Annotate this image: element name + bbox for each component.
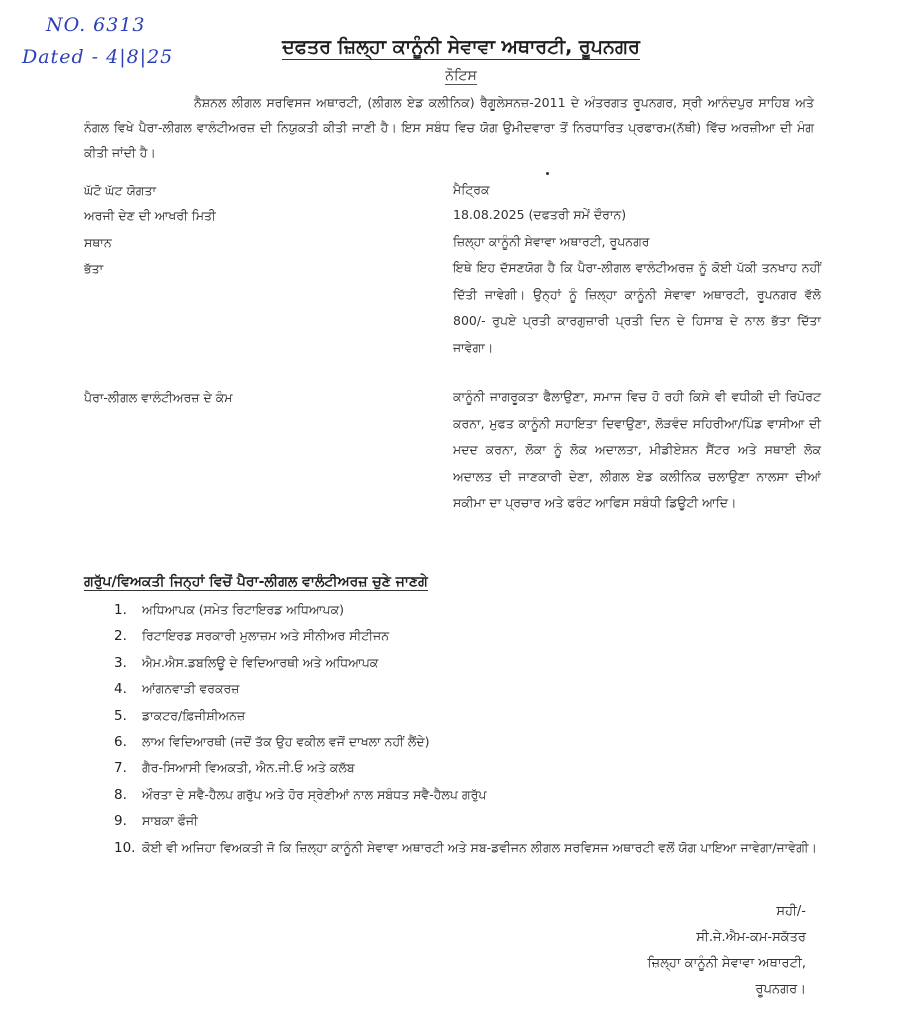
groups-list	[114, 597, 834, 861]
field-label-duties: ਪੈਰਾ-ਲੀਗਲ ਵਾਲੰਟੀਅਰਜ਼ ਦੇ ਕੰਮ	[84, 390, 233, 405]
list-item: 1. ਅਧਿਆਪਕ (ਸਮੇਤ ਰਿਟਾਇਰਡ ਅਧਿਆਪਕ)	[114, 602, 344, 618]
field-value-last-date: 18.08.2025 (ਦਫਤਰੀ ਸਮੇਂ ਦੌਰਾਨ)	[453, 207, 627, 222]
field-label-place: ਸਥਾਨ	[84, 235, 112, 250]
field-label-last-date: ਅਰਜੀ ਦੇਣ ਦੀ ਆਖਰੀ ਮਿਤੀ	[84, 208, 216, 223]
field-label-qualification: ਘੱਟੋ ਘੱਟ ਯੋਗਤਾ	[84, 183, 157, 198]
field-value-place: ਜ਼ਿਲ੍ਹਾ ਕਾਨੂੰਨੀ ਸੇਵਾਵਾ ਅਥਾਰਟੀ, ਰੂਪਨਗਰ	[453, 234, 650, 249]
handwritten-date: Dated - 4|8|25	[22, 46, 174, 68]
list-item: 3. ਐਮ.ਐਸ.ਡਬਲਿਊ ਦੇ ਵਿਦਿਆਰਥੀ ਅਤੇ ਅਧਿਆਪਕ	[114, 654, 379, 671]
signature-office: ਜ਼ਿਲ੍ਹਾ ਕਾਨੂੰਨੀ ਸੇਵਾਵਾ ਅਥਾਰਟੀ,	[647, 956, 806, 971]
list-item: 8. ਔਰਤਾ ਦੇ ਸਵੈ-ਹੈਲਪ ਗਰੁੱਪ ਅਤੇ ਹੋਰ ਸ੍ਰੇਣੀਆਂ ਨਾਲ ਸਬੰਧਤ ਸਵੈ-ਹੈਲਪ ਗਰੁੱਪ	[114, 786, 487, 803]
office-title: ਦਫਤਰ ਜ਼ਿਲ੍ਹਾ ਕਾਨੂੰਨੀ ਸੇਵਾਵਾ ਅਥਾਰਟੀ, ਰੂਪਨਗਰ	[282, 36, 640, 58]
handwritten-number: NO. 6313	[46, 14, 146, 36]
list-item: 7. ਗੈਰ-ਸਿਆਸੀ ਵਿਅਕਤੀ, ਐਨ.ਜੀ.ਓ ਅਤੇ ਕਲੱਬ	[114, 760, 355, 777]
list-item: 4. ਆਂਗਨਵਾੜੀ ਵਰਕਰਜ਼	[114, 681, 240, 698]
groups-heading: ਗਰੁੱਪ/ਵਿਅਕਤੀ ਜਿਨ੍ਹਾਂ ਵਿਚੋਂ ਪੈਰਾ-ਲੀਗਲ ਵਾਲੰਟੀਅਰਜ਼ ਚੁਣੇ ਜਾਣਗੇ	[84, 574, 428, 590]
signature-place: ਰੂਪਨਗਰ।	[755, 982, 806, 997]
ink-dot	[546, 172, 549, 175]
field-value-qualification: ਮੈਟ੍ਰਿਕ	[453, 182, 490, 197]
list-item: 10. ਕੋਈ ਵੀ ਅਜਿਹਾ ਵਿਅਕਤੀ ਜੋ ਕਿ ਜ਼ਿਲ੍ਹਾ ਕਾਨੂੰਨੀ ਸੇਵਾਵਾ ਅਥਾਰਟੀ ਅਤੇ ਸਬ-ਡਵੀਜਨ ਲੀਗਲ ਸਰਵਿਸਜ ਅਥਾਰਟੀ ਵਲੋਂ ਯੋਗ ਪਾਇਆ ਜਾਵੇਗਾ/ਜਾਵੇਗੀ।	[114, 839, 817, 856]
list-item: 5. ਡਾਕਟਰ/ਫ਼ਿਜੀਸ਼ੀਅਨਜ਼	[114, 707, 246, 724]
field-value-duties: ਕਾਨੂੰਨੀ ਜਾਗਰੂਕਤਾ ਫੈਲਾਉਣਾ, ਸਮਾਜ ਵਿਚ ਹੋ ਰਹੀ ਕਿਸੇ ਵੀ ਵਧੀਕੀ ਦੀ ਰਿਪੋਰਟ ਕਰਨਾ, ਮੁਫਤ ਕਾਨੂੰਨੀ ਸਹਾਇਤਾ ਦਿਵਾਉਣਾ, ਲੋੜਵੰਦ ਸਹਿਰੀਆ/ਪਿੰਡ ਵਾਸੀਆ ਦੀ ਮਦਦ ਕਰਨਾ, ਲੋਕਾ ਨੂੰ ਲੋਕ ਅਦਾਲਤਾ, ਮੀਡੀਏਸ਼ਨ ਸੈਂਟਰ ਅਤੇ ਸਥਾਈ ਲੋਕ ਅਦਾਲਤ ਦੀ ਜਾਣਕਾਰੀ ਦੇਣਾ, ਲੀਗਲ ਏਡ ਕਲੀਨਿਕ ਚਲਾਉਣਾ ਨਾਲਸਾ ਦੀਆਂ ਸਕੀਮਾ ਦਾ ਪ੍ਰਚਾਰ ਅਤੇ ਫਰੰਟ ਆਫਿਸ ਸਬੰਧੀ ਡਿਊਟੀ ਆਦਿ।	[453, 389, 821, 510]
field-label-allowance: ਭੱਤਾ	[84, 261, 104, 276]
list-item: 6. ਲਾਅ ਵਿਦਿਆਰਥੀ (ਜਦੋਂ ਤੱਕ ਉਹ ਵਕੀਲ ਵਜੋਂ ਦਾਖਲਾ ਨਹੀਂ ਲੈਂਦੇ)	[114, 733, 430, 750]
intro-paragraph: ਨੈਸ਼ਨਲ ਲੀਗਲ ਸਰਵਿਸਜ ਅਥਾਰਟੀ, (ਲੀਗਲ ਏਡ ਕਲੀਨਿਕ) ਰੈਗੂਲੇਸਨਜ਼-2011 ਦੇ ਅੰਤਰਗਤ ਰੂਪਨਗਰ, ਸ੍ਰੀ ਆਨੰਦਪੁਰ ਸਾਹਿਬ ਅਤੇ ਨੰਗਲ ਵਿਖੇ ਪੈਰਾ-ਲੀਗਲ ਵਾਲੰਟੀਅਰਜ਼ ਦੀ ਨਿਯੁਕਤੀ ਕੀਤੀ ਜਾਣੀ ਹੈ। ਇਸ ਸਬੰਧ ਵਿਚ ਯੋਗ ਉਮੀਦਵਾਰਾ ਤੋਂ ਨਿਰਧਾਰਿਤ ਪ੍ਰਫਾਰਮ(ਨੱਥੀ) ਵਿੱਚ ਅਰਜ਼ੀਆ ਦੀ ਮੰਗ ਕੀਤੀ ਜਾਂਦੀ ਹੈ।	[84, 95, 814, 160]
list-item: 2. ਰਿਟਾਇਰਡ ਸਰਕਾਰੀ ਮੁਲਾਜ਼ਮ ਅਤੇ ਸੀਨੀਅਰ ਸੀਟੀਜਨ	[114, 628, 390, 645]
list-item: 9. ਸਾਬਕਾ ਫੌਜੀ	[114, 813, 198, 830]
signature-sd: ਸਹੀ/-	[776, 904, 806, 919]
notice-heading: ਨੋਟਿਸ	[445, 68, 477, 84]
signature-designation: ਸੀ.ਜੇ.ਐਮ-ਕਮ-ਸਕੱਤਰ	[696, 930, 806, 945]
field-value-allowance: ਇਥੇ ਇਹ ਦੱਸਣਯੋਗ ਹੈ ਕਿ ਪੈਰਾ-ਲੀਗਲ ਵਾਲੰਟੀਅਰਜ਼ ਨੂੰ ਕੋਈ ਪੱਕੀ ਤਨਖਾਹ ਨਹੀਂ ਦਿੱਤੀ ਜਾਵੇਗੀ। ਉਨ੍ਹਾਂ ਨੂੰ ਜ਼ਿਲ੍ਹਾ ਕਾਨੂੰਨੀ ਸੇਵਾਵਾ ਅਥਾਰਟੀ, ਰੂਪਨਗਰ ਵੱਲੋ 800/- ਰੁਪਏ ਪ੍ਰਤੀ ਕਾਰਗੁਜ਼ਾਰੀ ਪ੍ਰਤੀ ਦਿਨ ਦੇ ਹਿਸਾਬ ਦੇ ਨਾਲ ਭੱਤਾ ਦਿੱਤਾ ਜਾਵੇਗਾ।	[453, 260, 821, 355]
